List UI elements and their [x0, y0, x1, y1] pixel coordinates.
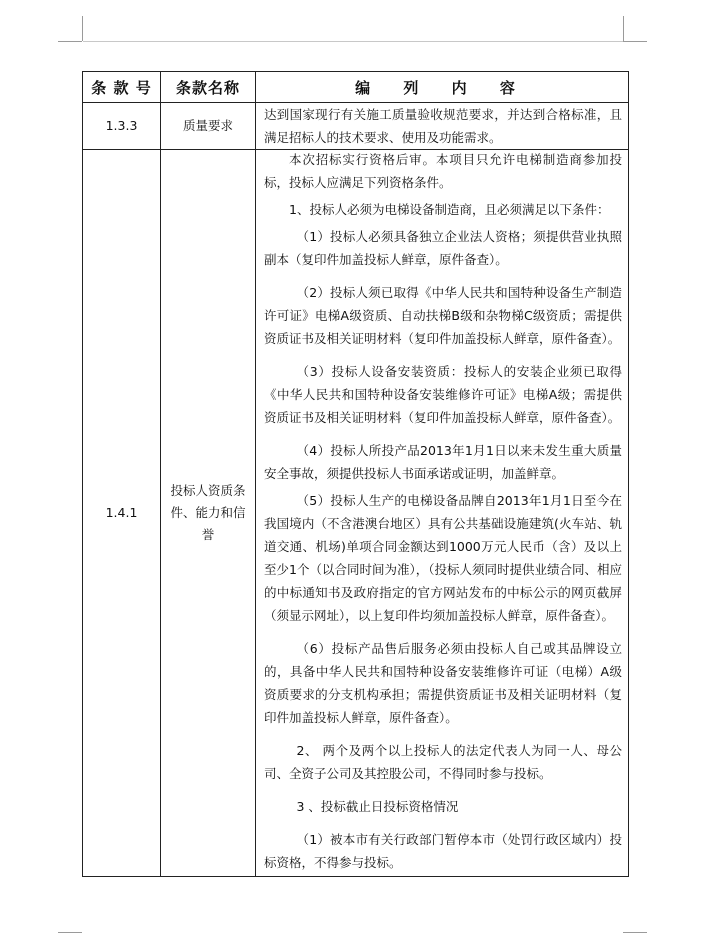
crop-mark-top-right-h	[623, 41, 647, 42]
table-row	[83, 103, 629, 150]
content-paragraph: 2、 两个及两个以上投标人的法定代表人为同一人、母公司、全资子公司及其控股公司，不得同时参与投标。	[264, 743, 622, 781]
clause-table	[82, 71, 629, 877]
crop-mark-bottom-left-h	[58, 932, 82, 933]
clause-name: 质量要求	[161, 103, 256, 150]
table-row	[83, 150, 629, 877]
header-clause-name: 条款名称	[161, 72, 256, 103]
content-paragraph: 1、投标人必须为电梯设备制造商，且必须满足以下条件：	[289, 202, 610, 217]
table-header-row	[83, 72, 629, 103]
clause-name-text: 投标人资质条件、能力和信誉	[170, 483, 246, 542]
clause-name	[161, 150, 256, 877]
content-paragraph: （4）投标人所投产品2013年1月1日以来未发生重大质量安全事故，须提供投标人书面承诺或证明，加盖鲜章。	[264, 443, 622, 481]
clause-content	[256, 103, 629, 150]
content-paragraph: 3 、投标截止日投标资格情况	[296, 799, 459, 814]
content-paragraph: （1）被本市有关行政部门暂停本市（处罚行政区域内）投标资格，不得参与投标。	[264, 832, 622, 870]
content-paragraph: 本次招标实行资格后审。本项目只允许电梯制造商参加投标，投标人应满足下列资格条件。	[264, 152, 622, 190]
page-header-line	[83, 41, 623, 42]
header-clause-number: 条 款 号	[83, 72, 161, 103]
content-paragraph: （2）投标人须已取得《中华人民共和国特种设备生产制造许可证》电梯A级资质、自动扶梯B级和杂物梯C级资质；需提供资质证书及相关证明材料（复印件加盖投标人鲜章，原件备查）。	[264, 285, 622, 346]
content-paragraph: （1）投标人必须具备独立企业法人资格；须提供营业执照副本（复印件加盖投标人鲜章，原件备查）。	[264, 229, 622, 267]
content-paragraph: 达到国家现行有关施工质量验收规范要求，并达到合格标准，且满足招标人的技术要求、使用及功能需求。	[264, 107, 622, 145]
clause-number: 1.4.1	[83, 150, 161, 877]
content-paragraph: （5）投标人生产的电梯设备品牌自2013年1月1日至今在我国境内（不含港澳台地区）具有公共基础设施建筑(火车站、轨道交通、机场)单项合同金额达到1000万元人民币（含）及以上至少1个（以合同时间为准），（投标人须同时提供业绩合同、相应的中标通知书及政府指定的官方网站发布的中标公示的网页截屏（须显示网址），以上复印件均须加盖投标人鲜章，原件备查）。	[264, 493, 622, 623]
clause-content	[256, 150, 629, 877]
content-paragraph: （6）投标产品售后服务必须由投标人自己或其品牌设立的，具备中华人民共和国特种设备安装维修许可证（电梯）A级资质要求的分支机构承担；需提供资质证书及相关证明材料（复印件加盖投标人鲜章，原件备查）。	[264, 641, 622, 725]
crop-mark-top-left-v	[82, 16, 83, 41]
crop-mark-bottom-right-h	[623, 932, 647, 933]
content-paragraph: （3）投标人设备安装资质：投标人的安装企业须已取得《中华人民共和国特种设备安装维修许可证》电梯A级；需提供资质证书及相关证明材料（复印件加盖投标人鲜章，原件备查）。	[264, 364, 622, 425]
crop-mark-top-right-v	[623, 16, 624, 41]
crop-mark-top-left-h	[58, 41, 82, 42]
header-content: 编 列 内 容	[256, 72, 629, 103]
clause-number: 1.3.3	[83, 103, 161, 150]
